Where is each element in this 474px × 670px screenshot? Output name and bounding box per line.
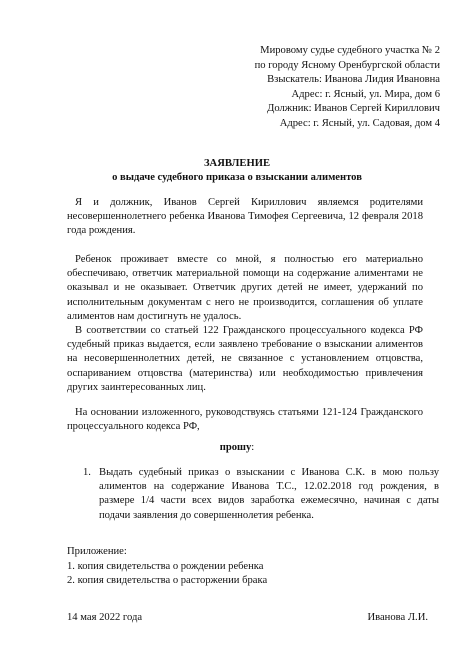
document-title: ЗАЯВЛЕНИЕ bbox=[203, 158, 271, 169]
addressee-block bbox=[255, 44, 440, 132]
addressee-region: по городу Ясному Оренбургской области bbox=[254, 59, 440, 71]
request-heading bbox=[0, 442, 474, 453]
document-subtitle: о выдаче судебного приказа о взыскании алиментов bbox=[112, 172, 362, 183]
request-item-number: 1. bbox=[83, 467, 91, 478]
attachment-item: 2. копия свидетельства о расторжении брака bbox=[67, 575, 268, 587]
claimant-address: Адрес: г. Ясный, ул. Мира, дом 6 bbox=[291, 88, 440, 100]
request-item bbox=[83, 466, 439, 523]
paragraph-conclusion: На основании изложенного, руководствуясь статьями 121-124 Гражданского процессуального кодекса РФ, bbox=[67, 407, 423, 433]
document-date: 14 мая 2022 года bbox=[67, 612, 143, 623]
paragraph-support: Ребенок проживает вместе со мной, я полностью его материально обеспечиваю, ответчик материальной помощи на содержание алиментами не оказывал и не оказывает. Ответчик других детей не имеет, удержаний по исполнительным документам с него не производится, соглашения об уплате алиментов нам достигнуть не удалось. bbox=[67, 254, 423, 322]
attachment-item: 1. копия свидетельства о рождении ребенка bbox=[67, 561, 264, 572]
debtor-address: Адрес: г. Ясный, ул. Садовая, дом 4 bbox=[279, 117, 440, 129]
attachments-heading: Приложение: bbox=[67, 546, 127, 557]
attachments-list bbox=[67, 560, 267, 588]
request-colon: : bbox=[251, 442, 255, 453]
signature: Иванова Л.И. bbox=[367, 612, 428, 623]
debtor: Должник: Иванов Сергей Кириллович bbox=[267, 103, 440, 115]
claimant: Взыскатель: Иванова Лидия Ивановна bbox=[267, 74, 440, 86]
request-word: прошу bbox=[219, 442, 252, 453]
request-item-text: Выдать судебный приказ о взыскании с Иванова С.К. в мою пользу алиментов на содержание Иванова Т.С., 12.02.2018 год рождения, в размере 1/4 части всех видов заработка ежемесячно, начиная с даты подачи заявления до совершеннолетия ребенка. bbox=[99, 467, 439, 521]
paragraph-legal-basis: В соответствии со статьей 122 Гражданского процессуального кодекса РФ судебный приказ выдается, если заявлено требование о взыскании алиментов на несовершеннолетних детей, не связанное с установлением отцовства, оспариванием отцовства (материнства) или необходимостью привлечения других заинтересованных лиц. bbox=[67, 325, 423, 393]
paragraph-parents: Я и должник, Иванов Сергей Кириллович являемся родителями несовершеннолетнего ребенка Иванова Тимофея Сергеевича, 12 февраля 2018 года рождения. bbox=[67, 197, 423, 237]
addressee-court: Мировому судье судебного участка № 2 bbox=[260, 45, 440, 56]
